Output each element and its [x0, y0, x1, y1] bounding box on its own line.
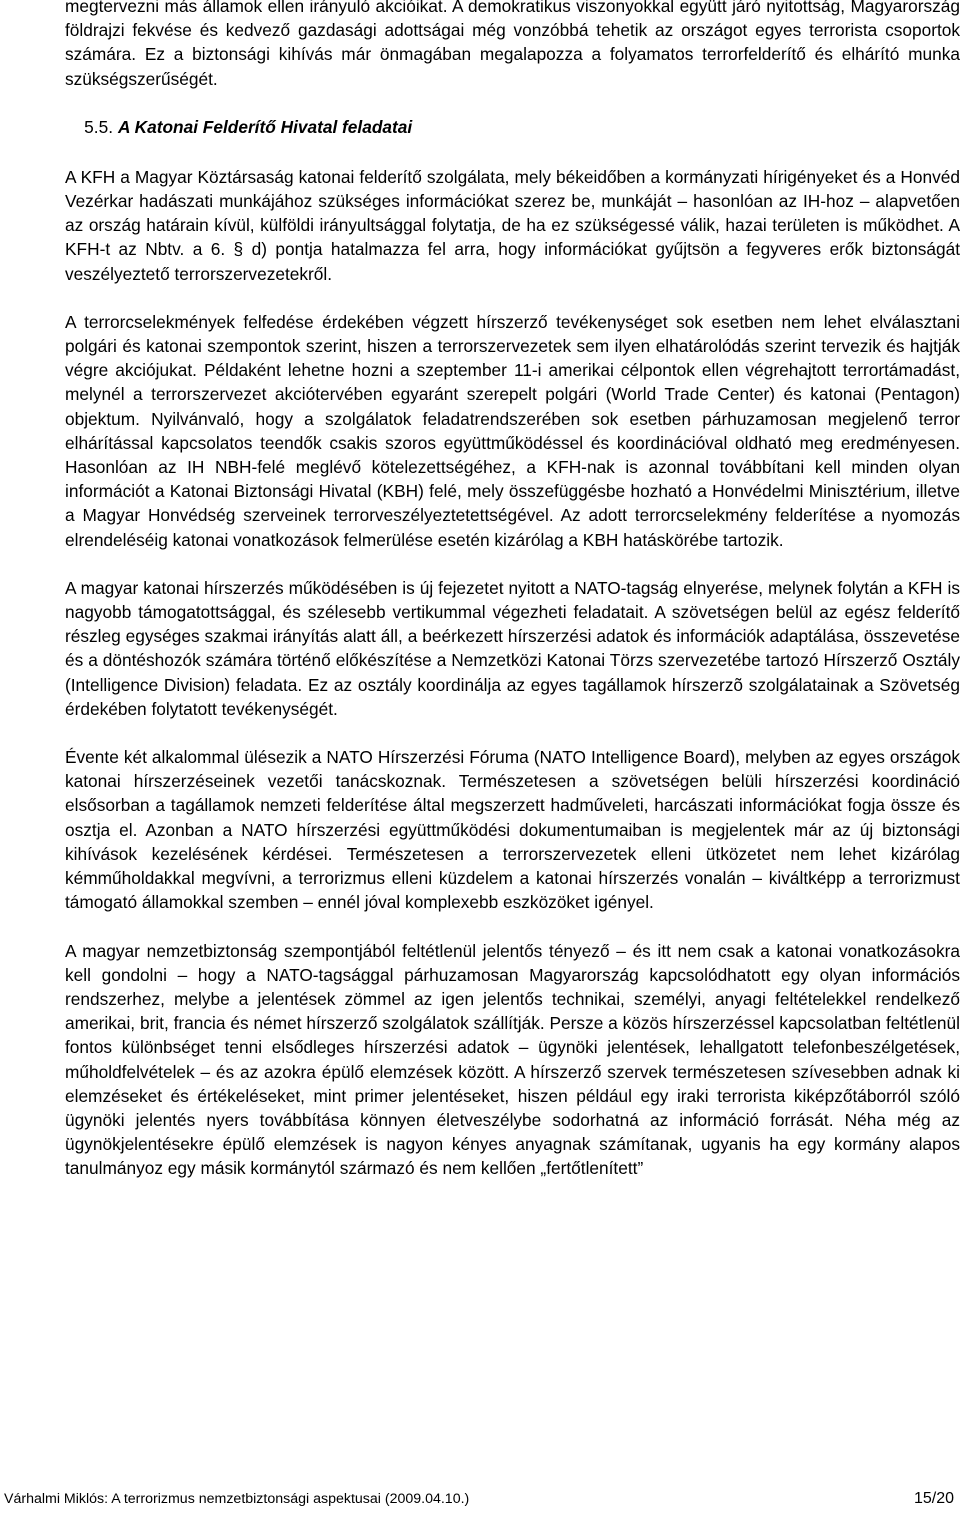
section-number: 5.5.	[84, 116, 113, 137]
document-page	[65, 0, 960, 1181]
paragraph-information-system: A magyar nemzetbiztonság szempontjából feltétlenül jelentős tényező – és itt nem csak a katonai vonatkozásokra kell gondolni – hogy a NATO-tagsággal párhuzamosan Magyarország kapcsolódhatott egy olyan információs rendszerhez, melybe a jelentések zömmel az igen jelentős technikai, személyi, anyagi feltételekkel rendelkező amerikai, brit, francia és német hírszerző szolgálatok szállítják. Persze a közös hírszerzéssel kapcsolatban feltétlenül fontos különbséget tenni elsődleges hírszerzési adatok – ügynöki jelentések, lehallgatott telefonbeszélgetések, műholdfelvételek – és az azokra épülő elemzések között. A hírszerző szervek természetesen szívesebben adnak ki elemzéseket és értékeléseket, mint primer jelentéseket, hiszen például egy iraki terrorista kiképzőtáborról szóló ügynöki jelentés nyers továbbítása könnyen életveszélybe sodorhatná az információ forrását. Néha még az ügynökjelentésekre épülő elemzések is nagyon kényes anyagnak számítanak, ugyanis ha egy kormány alapos tanulmányoz egy másik kormánytól származó és nem kellően „fertőtlenített”	[65, 940, 960, 1179]
paragraph-cooperation: A terrorcselekmények felfedése érdekében végzett hírszerző tevékenységet sok esetben nem lehet elválasztani polgári és katonai szempontok szerint, hiszen a terrorszervezetek sem ilyen elhatárolódás szerint tervezik és hajtják végre akciójukat. Példaként lehetne hozni a szeptember 11-i amerikai célpontok ellen végrehajtott terrortámadást, melynél a terrorszervezet akciótervében egyaránt szerepelt polgári (World Trade Center) és katonai (Pentagon) objektum. Nyilvánvaló, hogy a szolgálatok feladatrendszerében sok esetben párhuzamosan megjelenő terror elhárítással kapcsolatos teendők csakis szoros együttműködéssel és koordinációval oldható meg eredményesen. Hasonlóan az IH NBH-felé meglévő kötelezettségéhez, a KFH-nak is azonnal továbbítani kell minden olyan információt a Katonai Biztonsági Hivatal (KBH) felé, mely összefüggésbe hozható a Honvédelmi Minisztérium, illetve a Magyar Honvédség szerveinek terrorveszélyeztetettségével. Az adott terrorcselekmény felderítése a nyomozás elrendeléséig katonai vonatkozások felmerülése esetén kizárólag a KBH hatáskörébe tartozik.	[65, 311, 960, 550]
paragraph-kfh-role: A KFH a Magyar Köztársaság katonai felderítő szolgálata, mely békeidőben a kormányzati hírigényeket és a Honvéd Vezérkar hadászati munkájához szükséges információkat szerez be, munkáját – hasonlóan az IH-hoz – alapvetően az ország határain kívül, külföldi irányultsággal folytatja, de ha ez szükségessé válik, hazai területen is működhet. A KFH-t az Nbtv. a 6. § d) pontja hatalmazza fel arra, hogy információkat gyűjtsön a fegyveres erők biztonságát veszélyeztető terrorszervezetekről.	[65, 166, 960, 284]
section-title: A Katonai Felderítő Hivatal feladatai	[118, 116, 413, 137]
footer-citation: Várhalmi Miklós: A terrorizmus nemzetbiztonsági aspektusai (2009.04.10.)	[4, 1491, 470, 1507]
paragraph-intro-continuation: megtervezni más államok ellen irányuló akcióikat. A demokratikus viszonyokkal együtt járó nyitottság, Magyarország földrajzi fekvése és kedvező gazdasági adottságai még vonzóbbá tehetik az országot egyes terrorista csoportok számára. Ez a biztonsági kihívás már önmagában megalapozza a folyamatos terrorfelderítő és elhárító munka szükségszerűségét.	[65, 0, 960, 89]
paragraph-nato-board: Évente két alkalommal ülésezik a NATO Hírszerzési Fóruma (NATO Intelligence Board), melyben az egyes országok katonai hírszerzéseinek vezetői tanácskoznak. Természetesen a szövetségen belüli hírszerzési koordináció elsősorban a tagállamok nemzeti felderítése által megszerzett hadműveleti, harcászati információkat fogja össze és osztja el. Azonban a NATO hírszerzési együttműködési dokumentumaiban is megjelentek már az új biztonsági kihívások kezelésének kérdései. Természetesen a terrorszervezetek elleni ütközetet nem lehet kizárólag kémműholdakkal megvívni, a terrorizmus elleni küzdelem a katonai hírszerzés vonalán – kiváltképp a terrorizmust támogató államokkal szemben – ennél jóval komplexebb eszközöket igényel.	[65, 747, 960, 913]
page-number: 15/20	[913, 1490, 954, 1507]
paragraph-nato-membership: A magyar katonai hírszerzés működésében is új fejezetet nyitott a NATO-tagság elnyerése, melynek folytán a KFH is nagyobb támogatottsággal, és szélesebb vertikummal végezheti feladatait. A szövetségen belül az egész felderítő részleg egységes szakmai irányítás alatt áll, a beérkezett hírszerzési adatok és információk adaptálása, összevetése és a döntéshozók számára történő előkészítése a Nemzetközi Katonai Törzs szervezetébe tartozó Hírszerző Osztály (Intelligence Division) feladata. Ez az osztály koordinálja az egyes tagállamok hírszerzõ szolgálatainak a Szövetség érdekében folytatott tevékenységét.	[65, 577, 960, 719]
section-heading	[65, 115, 960, 139]
